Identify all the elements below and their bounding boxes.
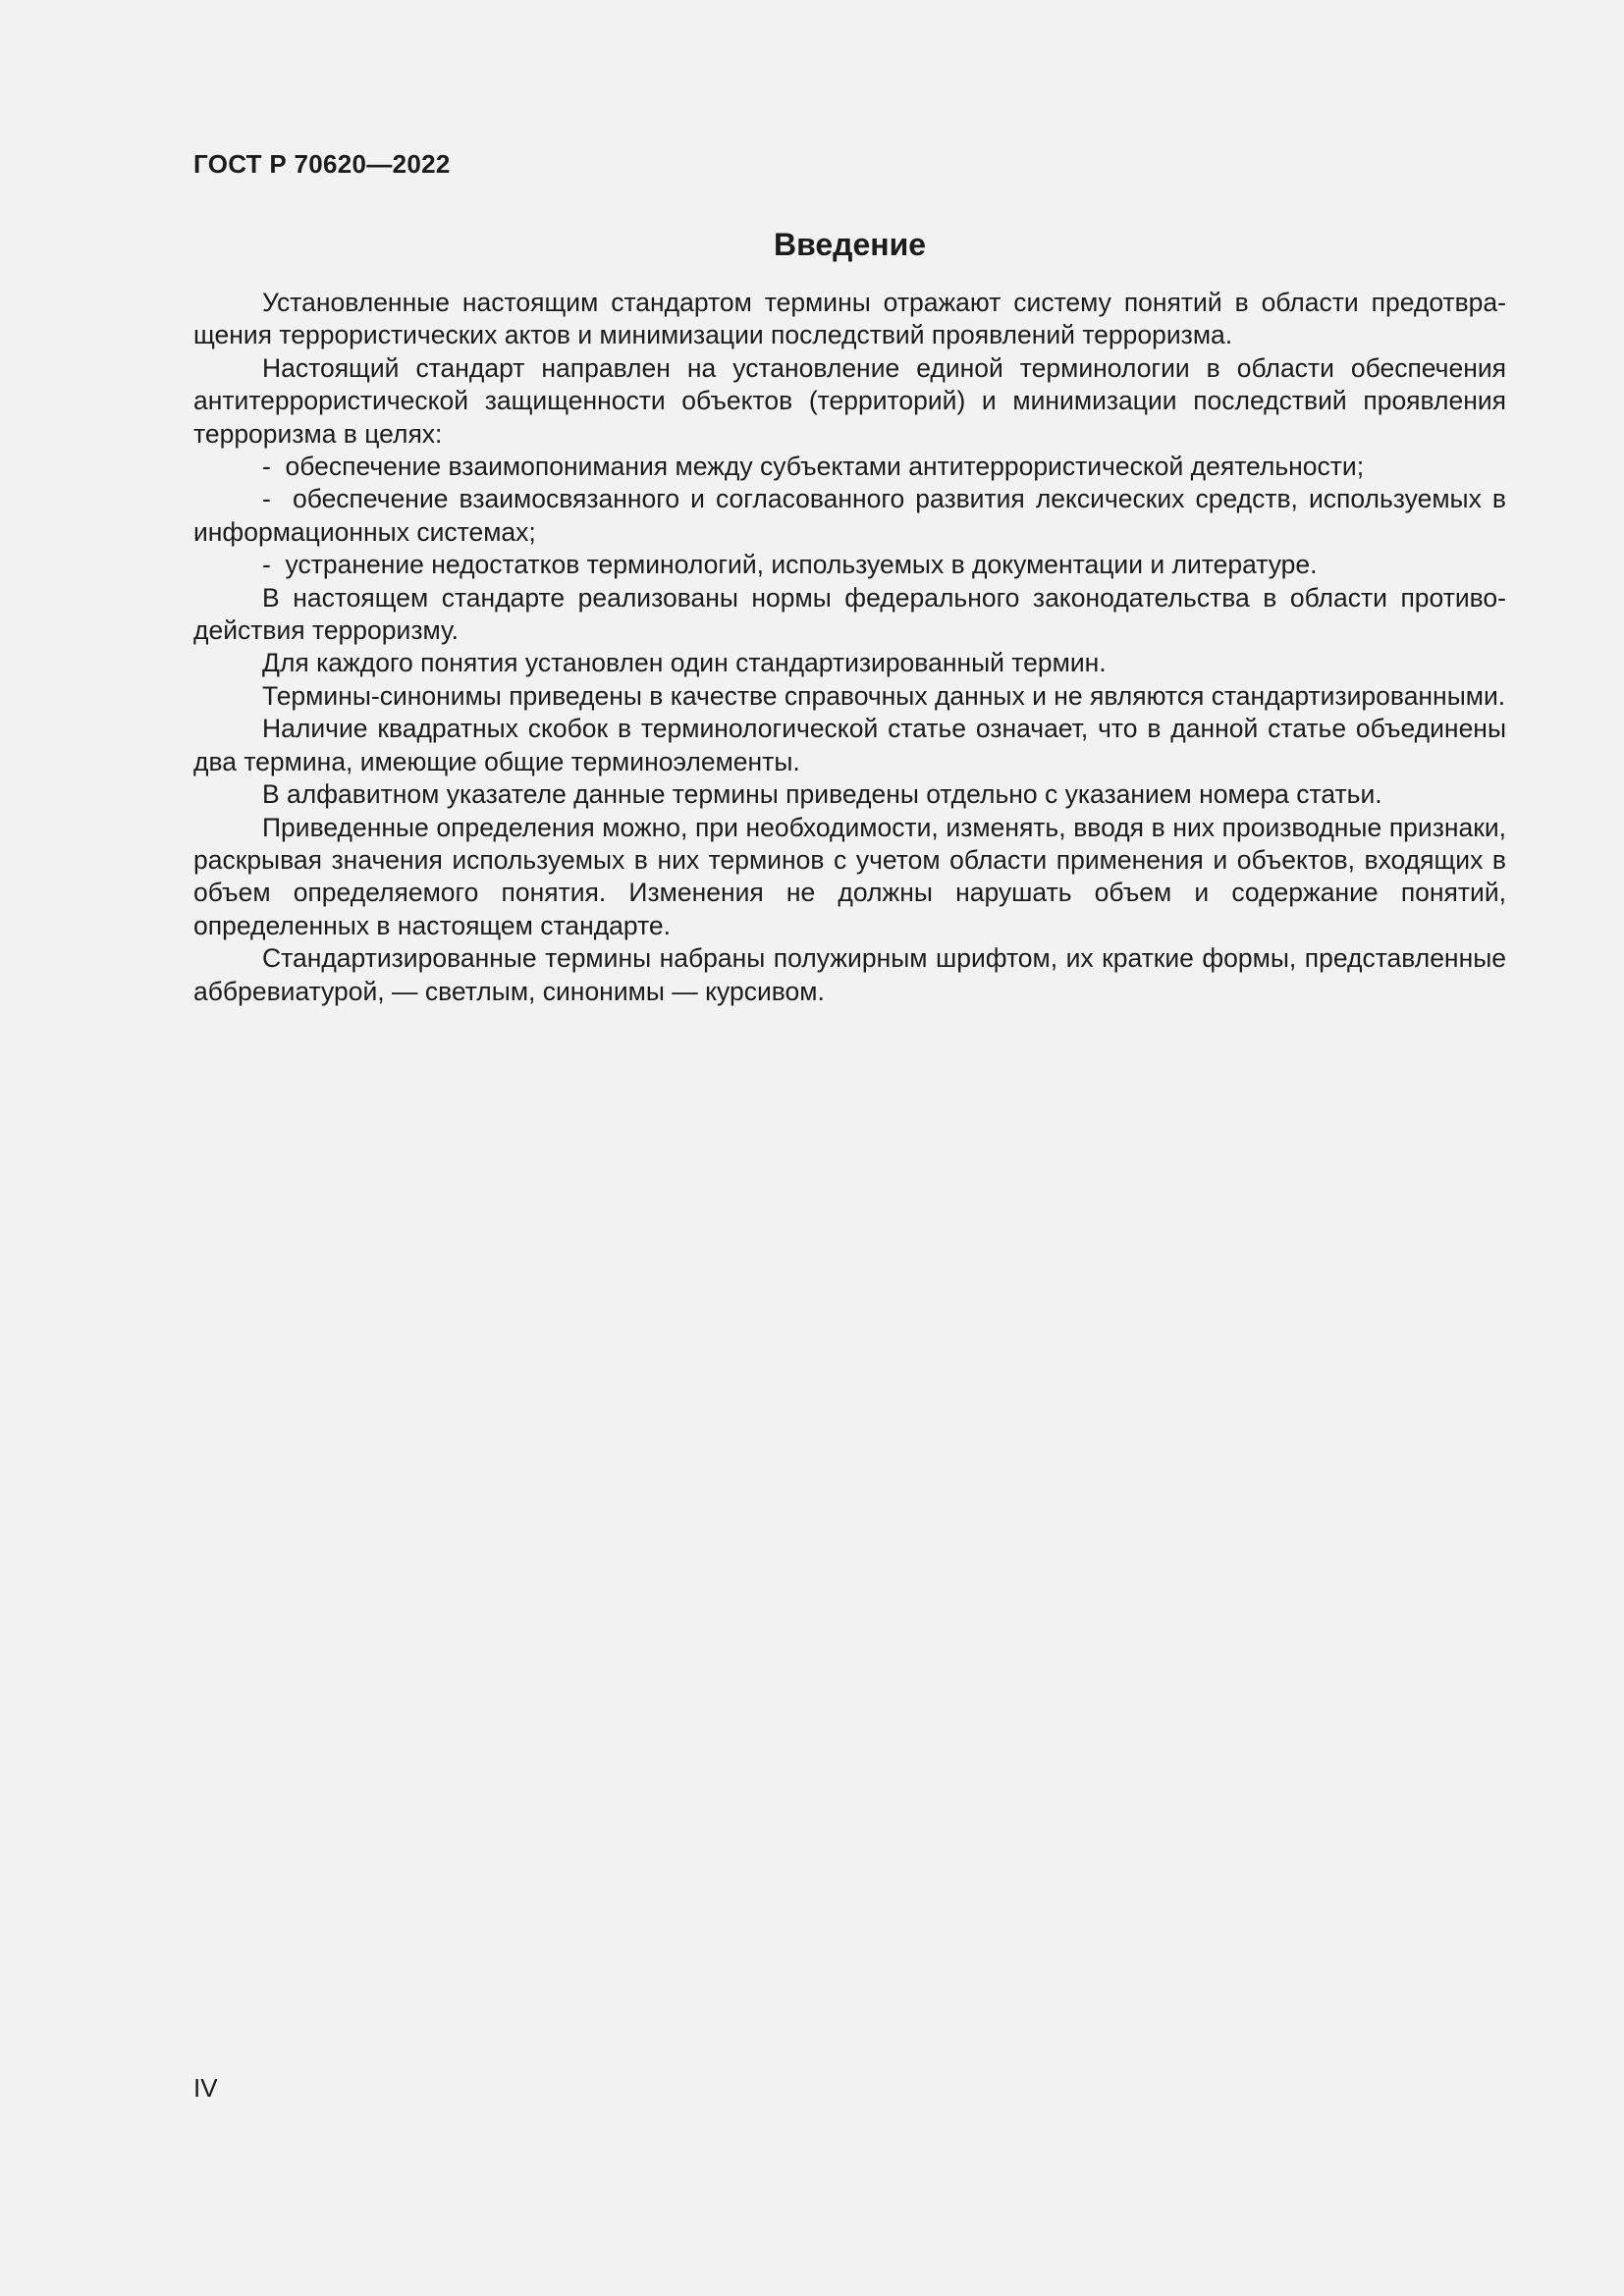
paragraph: Для каждого понятия установлен один стандартизированный термин. [262, 648, 1107, 678]
list-item: - обеспечение взаимопонимания между субъектами антитеррористической деятельности; [262, 452, 1365, 482]
paragraph: Настоящий стандарт направлен на установление единой терминологии в области обеспечения антитеррористической защищенности объектов (территорий) и минимизации последствий проявления терроризма в целях: [193, 352, 1506, 449]
list-item: - устранение недостатков терминологий, используемых в документации и литературе. [262, 550, 1318, 580]
introduction-body [193, 287, 1506, 1008]
paragraph: Наличие квадратных скобок в терминологической статье означает, что в данной статье объединены два термина, имеющие общие терминоэлементы. [193, 714, 1506, 776]
document-id-header: ГОСТ Р 70620—2022 [193, 149, 451, 179]
paragraph: Стандартизированные термины набраны полужирным шрифтом, их краткие формы, представленные аббревиатурой, — светлым, синонимы — курсивом. [193, 943, 1506, 1006]
paragraph: В настоящем стандарте реализованы нормы федерального законодательства в области противодействия терроризму. [193, 582, 1506, 646]
list-item: - обеспечение взаимосвязанного и согласованного развития лексических средств, используемых в информационных системах; [193, 484, 1506, 547]
paragraph: Установленные настоящим стандартом термины отражают систему понятий в области предотвращения террористических актов и минимизации последствий проявлений терроризма. [193, 288, 1506, 350]
paragraph: В алфавитном указателе данные термины приведены отдельно с указанием номера статьи. [262, 779, 1382, 810]
section-title: Введение [773, 227, 927, 262]
paragraph: Термины-синонимы приведены в качестве справочных данных и не являются стандартизированными. [262, 680, 1506, 711]
paragraph: Приведенные определения можно, при необходимости, изменять, вводя в них производные признаки, раскрывая значения используемых в них терминов с учетом области применения и объектов, входящих в объем определяемого понятия. Изменения не должны нарушать объем и содержание понятий, определенных в настоящем стандарте. [193, 812, 1506, 940]
page-number: IV [193, 2073, 218, 2103]
